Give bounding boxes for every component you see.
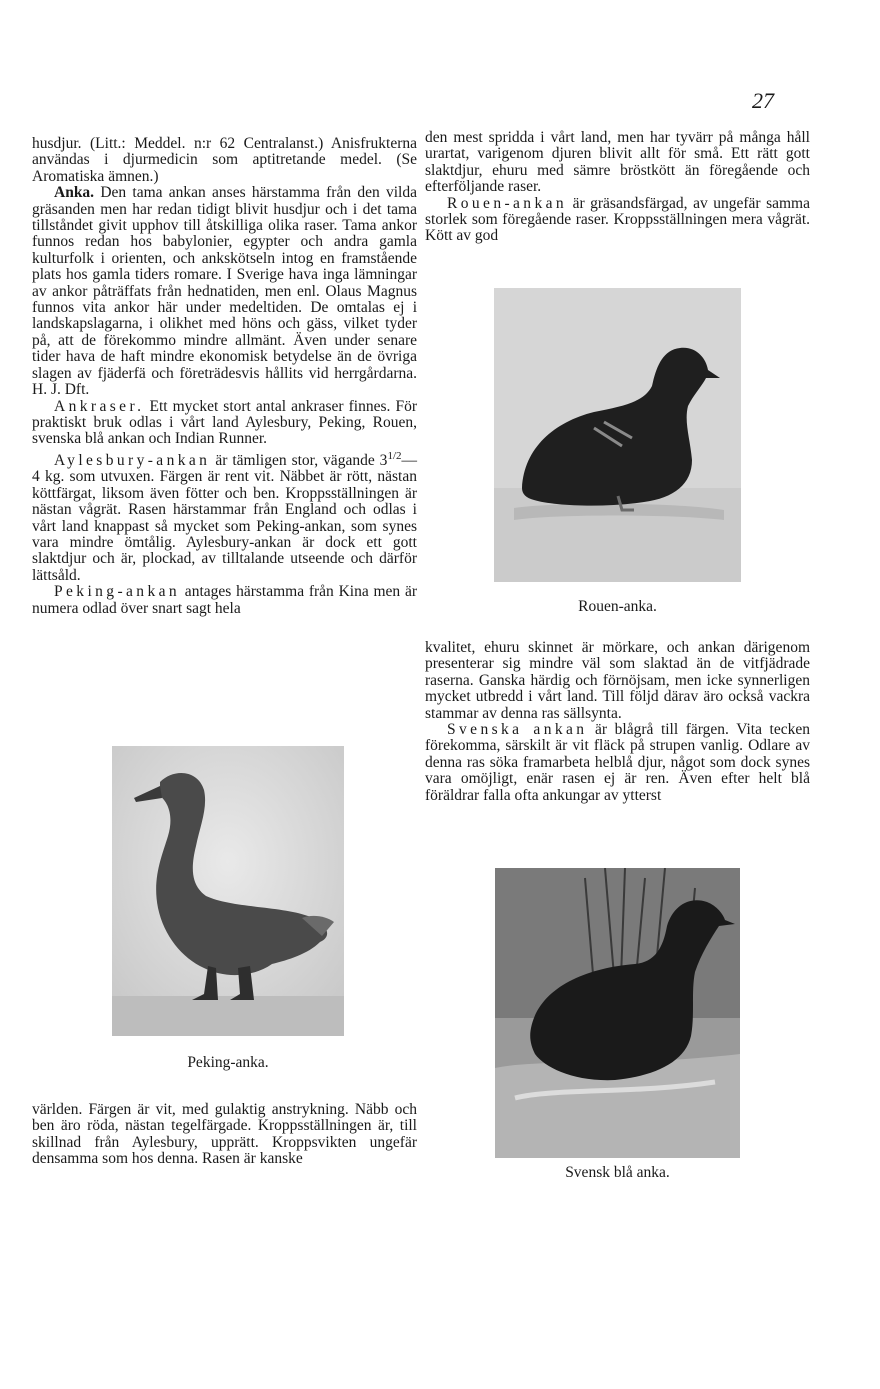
paragraph-rouen: Rouen-ankan är gräsandsfärgad, av ungefär samma storlek som föregående raser. Kroppsställningen mera vågrät. Kött av god (425, 194, 810, 245)
svensk-bla-caption: Svensk blå anka. (565, 1164, 670, 1181)
headword-aylesbury: Aylesbury-ankan (54, 451, 211, 469)
right-column-top (425, 130, 810, 245)
paragraph-peking-cont: världen. Färgen är vit, med gulaktig anstrykning. Näbb och ben äro röda, nästan tegelfärgade. Kroppsställningen är, till skillnad från Aylesbury, upprätt. Kroppsvikten ungefär densamma som hos denna. Rasen är kanske (32, 1101, 417, 1168)
headword-peking: Peking-ankan (54, 583, 181, 601)
peking-caption: Peking-anka. (187, 1054, 269, 1071)
left-column-top (32, 136, 417, 617)
rouen-duck-photo (494, 288, 741, 582)
headword-rouen: Rouen-ankan (447, 194, 568, 212)
paragraph-aylesbury: Aylesbury-ankan är tämligen stor, vägande $3^{1/2}—4$ kg. som utvuxen. Färgen är rent vit. Näbbet är rött, nästan köttfärgat, liksom även fötter och ben. Kroppsställningen är nästan vågrät. Rasen härstammar från England och odlas i vårt land knappast så mycket som Peking-ankan, som synes vara mindre ömtålig. Aylesbury-ankan är dock ett gott slaktdjur och är, plockad, av tilltalande utseende och därför lättsåld. (32, 449, 417, 584)
svensk-bla-duck-photo (495, 868, 740, 1158)
right-column-middle (425, 640, 810, 804)
headword-anka: Anka. (54, 184, 95, 202)
headword-ankraser: Ankraser. (54, 397, 145, 415)
peking-duck-photo (112, 746, 344, 1036)
fraction-half: 1/2 (387, 449, 402, 462)
paragraph-anka: Anka. Den tama ankan anses härstamma från den vilda gräsanden men har redan tidigt blivit husdjur och i det tama tillståndet givit upphov till åtskilliga olika raser. Tama ankor funnos redan hos babylonier, egypter och andra gamla kulturfolk i orienten, och ankskötseln intog en framstående plats hos gamla tiders romare. I Sverige hava inga lämningar av ankor påträffats från hednatiden, men enl. Olaus Magnus funnos vita ankor här under medeltiden. De omtalas ej i landskapslagarna, i olikhet med höns och gäss, vilket tyder på, att de förekommo mindre allmänt. Även under senare tider hava de haft mindre ekonomisk betydelse än de övriga slagen av fjäderfä och företrädesvis hållits vid herrgårdarna. H. J. Dft. (32, 184, 417, 399)
left-column-bottom (32, 1102, 417, 1168)
paragraph-anis: husdjur. (Litt.: Meddel. n:r 62 Centralanst.) Anisfrukterna användas i djurmedicin som aptitretande medel. (Se Aromatiska ämnen.) (32, 135, 417, 185)
paragraph-svenska: Svenska ankan är blågrå till färgen. Vita tecken förekomma, särskilt är vit fläck på strupen vanlig. Odlare av denna ras söka framarbeta helblå djur, något som dock synes vara omöjligt, enär rasen ej är ren. Även efter helt blå föräldrar falla ofta ankungar av ytterst (425, 721, 811, 804)
headword-svenska: Svenska ankan (447, 721, 588, 739)
paragraph-rouen-cont: kvalitet, ehuru skinnet är mörkare, och ankan därigenom presenterar sig mindre väl som slaktad än de vitfjädrade raserna. Ganska härdig och förnöjsam, men icke synnerligen mycket utbredd i vårt land. Till följd därav äro också vackra stammar av denna ras sällsynta. (425, 639, 810, 722)
paragraph-ankraser: Ankraser. Ett mycket stort antal ankraser finnes. För praktiskt bruk odlas i vårt land Aylesbury, Peking, Rouen, svenska blå ankan och Indian Runner. (32, 397, 417, 448)
paragraph-peking-end: den mest spridda i vårt land, men har tyvärr på många håll urartat, varigenom djuren blivit allt för små. Ett rätt gott slaktdjur, ehuru med sämre bröstkött än föregående och efterföljande raser. (425, 129, 810, 196)
page-number: 27 (752, 88, 774, 113)
rouen-caption: Rouen-anka. (578, 598, 657, 615)
paragraph-peking: Peking-ankan antages härstamma från Kina men är numera odlad över snart sagt hela (32, 583, 417, 617)
